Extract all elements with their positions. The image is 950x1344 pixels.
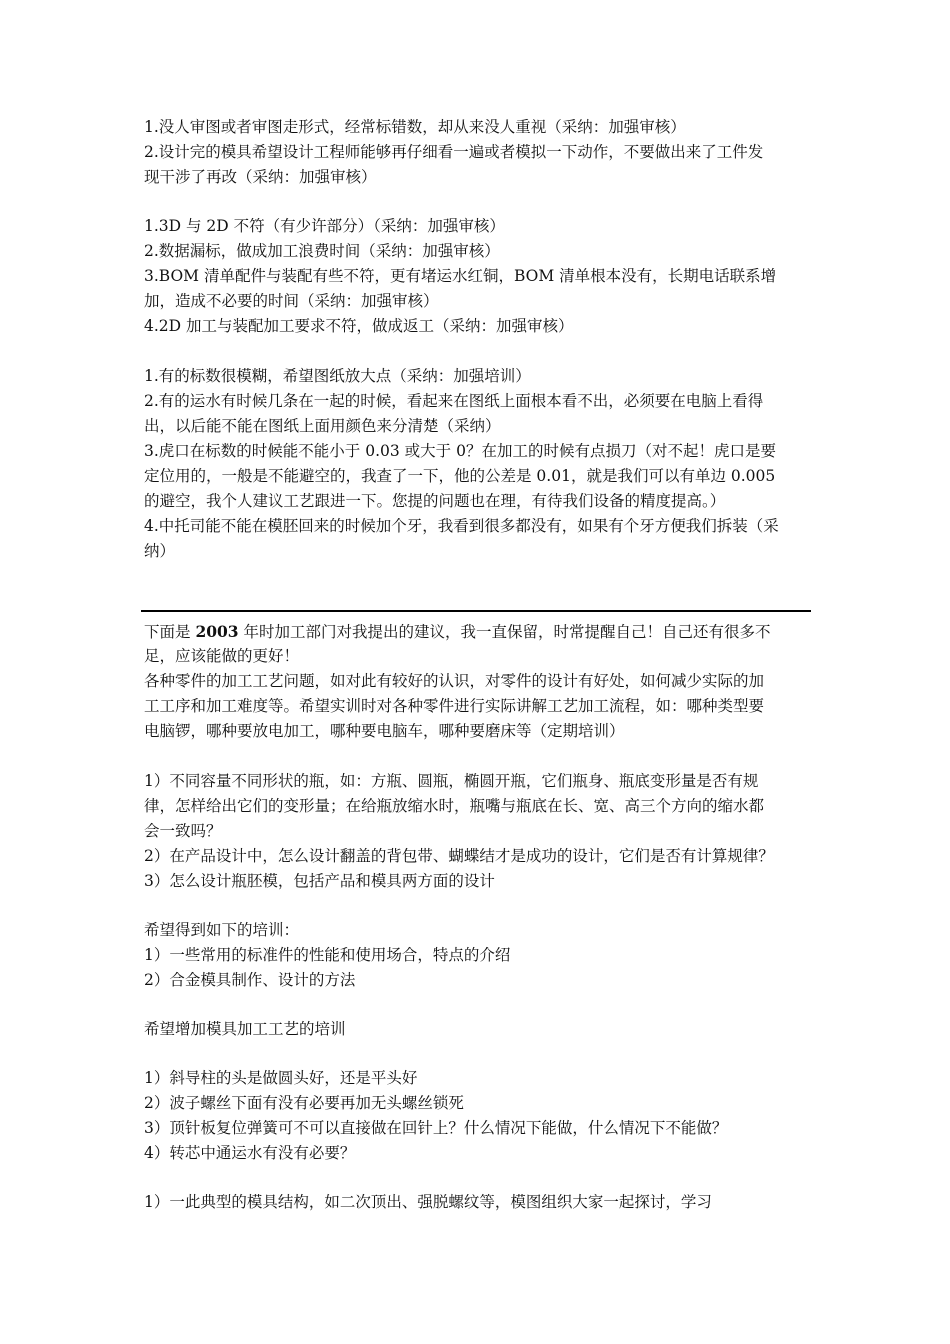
section-divider — [141, 610, 811, 612]
text-line: 2.有的运水有时候几条在一起的时候，看起来在图纸上面根本看不出，必须要在电脑上看得 — [144, 392, 764, 410]
intro-paragraph — [144, 619, 812, 669]
text-line: 1）一此典型的模具结构，如二次顶出、强脱螺纹等，模图组织大家一起探讨，学习 — [144, 1193, 712, 1211]
intro-suffix: 年时加工部门对我提出的建议，我一直保留，时常提醒自己！自己还有很多不 — [238, 623, 771, 641]
text-line: 2.设计完的模具希望设计工程师能够再仔细看一遍或者模拟一下动作，不要做出来了工件发 — [144, 143, 764, 161]
text-line: 2）在产品设计中，怎么设计翻盖的背包带、蝴蝶结才是成功的设计，它们是否有计算规律？ — [144, 847, 774, 865]
feedback-section-drawing-clarity — [144, 364, 812, 564]
text-line: 4）转芯中通运水有没有必要？ — [144, 1144, 356, 1162]
mold-process-training-request — [144, 1017, 812, 1042]
text-line: 1）斜导柱的头是做圆头好，还是平头好 — [144, 1069, 418, 1087]
text-line: 2.数据漏标，做成加工浪费时间（采纳：加强审核） — [144, 242, 500, 260]
intro-prefix: 下面是 — [144, 623, 196, 641]
text-line: 会一致吗？ — [144, 822, 222, 840]
text-line: 1）不同容量不同形状的瓶，如：方瓶、圆瓶，椭圆开瓶，它们瓶身、瓶底变形量是否有规 — [144, 772, 759, 790]
text-line: 律，怎样给出它们的变形量；在给瓶放缩水时，瓶嘴与瓶底在长、宽、高三个方向的缩水都 — [144, 797, 765, 815]
feedback-section-drawing-data — [144, 214, 812, 339]
text-line: 现干涉了再改（采纳：加强审核） — [144, 168, 377, 186]
text-line: 的避空，我个人建议工艺跟进一下。您提的问题也在理，有待我们设备的精度提高。） — [144, 492, 726, 510]
text-line: 2）合金模具制作、设计的方法 — [144, 971, 356, 989]
text-line: 2）波子螺丝下面有没有必要再加无头螺丝锁死 — [144, 1094, 464, 1112]
intro-year: 2003 — [195, 622, 239, 641]
feedback-section-design-review — [144, 115, 812, 190]
text-line: 希望得到如下的培训： — [144, 921, 300, 939]
text-line: 3）怎么设计瓶胚模，包括产品和模具两方面的设计 — [144, 872, 495, 890]
process-training-paragraph — [144, 669, 812, 744]
text-line: 1.有的标数很模糊，希望图纸放大点（采纳：加强培训） — [144, 367, 531, 385]
text-line: 工工序和加工难度等。希望实训时对各种零件进行实际讲解工艺加工流程，如：哪种类型要 — [144, 697, 765, 715]
text-line: 定位用的，一般是不能避空的，我查了一下，他的公差是 0.01，就是我们可以有单边 0.005 — [144, 467, 776, 485]
text-line: 希望增加模具加工工艺的培训 — [144, 1020, 346, 1038]
training-wishes — [144, 918, 812, 993]
text-line: 1.3D 与 2D 不符（有少许部分）（采纳：加强审核） — [144, 217, 505, 235]
text-line: 3.BOM 清单配件与装配有些不符，更有堵运水红铜，BOM 清单根本没有，长期电话联系增 — [144, 267, 777, 285]
text-line: 出，以后能不能在图纸上面用颜色来分清楚（采纳） — [144, 417, 501, 435]
text-line: 1.没人审图或者审图走形式，经常标错数，却从来没人重视（采纳：加强审核） — [144, 118, 686, 136]
intro-line — [144, 619, 812, 644]
text-line: 3）顶针板复位弹簧可不可以直接做在回针上？什么情况下能做，什么情况下不能做？ — [144, 1119, 728, 1137]
text-line: 纳） — [144, 542, 176, 560]
text-line: 4.2D 加工与装配加工要求不符，做成返工（采纳：加强审核） — [144, 317, 574, 335]
text-line: 各种零件的加工工艺问题，如对此有较好的认识，对零件的设计有好处，如何减少实际的加 — [144, 672, 765, 690]
mold-detail-questions — [144, 1066, 812, 1166]
mold-structure-discussion — [144, 1190, 812, 1215]
text-line: 电脑锣，哪种要放电加工，哪种要电脑车，哪种要磨床等（定期培训） — [144, 722, 625, 740]
text-line: 加，造成不必要的时间（采纳：加强审核） — [144, 292, 439, 310]
text-line: 足，应该能做的更好！ — [144, 647, 300, 665]
bottle-design-questions — [144, 769, 812, 894]
text-line: 4.中托司能不能在模胚回来的时候加个牙，我看到很多都没有，如果有个牙方便我们拆装（采 — [144, 517, 779, 535]
text-line: 3.虎口在标数的时候能不能小于 0.03 或大于 0？在加工的时候有点损刀（对不起！虎口是要 — [144, 442, 776, 460]
text-line: 1）一些常用的标准件的性能和使用场合，特点的介绍 — [144, 946, 511, 964]
